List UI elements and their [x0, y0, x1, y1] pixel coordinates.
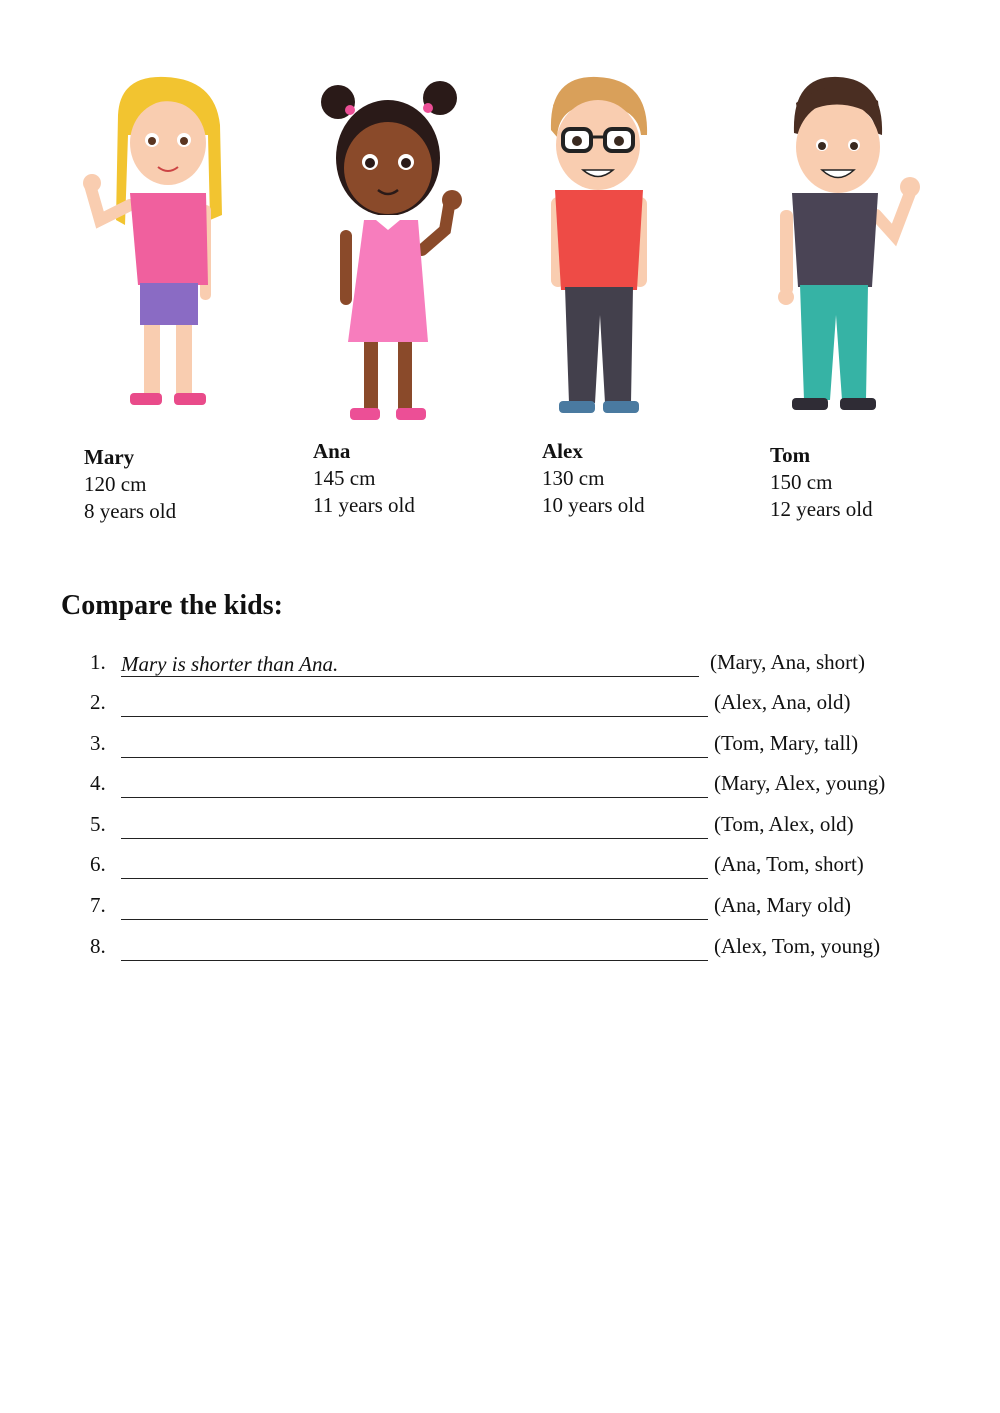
- exercise-item: [90, 812, 930, 848]
- exercise-item: [90, 771, 930, 807]
- ana-illustration: [310, 80, 470, 425]
- kid-name: Ana: [313, 439, 351, 463]
- answer-field[interactable]: [121, 773, 708, 798]
- exercise-item: [90, 690, 930, 726]
- kid-height: 130 cm: [542, 466, 605, 490]
- kid-card-alex: [542, 438, 645, 519]
- kid-height: 120 cm: [84, 472, 147, 496]
- exercise-hint: (Tom, Alex, old): [714, 812, 854, 836]
- exercise-number: 5.: [90, 812, 106, 836]
- exercise-hint: (Alex, Ana, old): [714, 690, 851, 714]
- answer-text: Mary is shorter than Ana.: [121, 652, 339, 676]
- section-heading: Compare the kids:: [61, 590, 283, 621]
- mary-illustration: [80, 75, 230, 415]
- answer-field[interactable]: [121, 814, 708, 839]
- answer-field[interactable]: [121, 854, 708, 879]
- exercise-item: [90, 934, 930, 970]
- kid-card-mary: [84, 444, 176, 525]
- exercise-hint: (Mary, Ana, short): [710, 650, 865, 674]
- kid-name: Alex: [542, 439, 583, 463]
- kid-age: 8 years old: [84, 499, 177, 523]
- kid-card-tom: [770, 442, 873, 523]
- exercise-hint: (Alex, Tom, young): [714, 934, 881, 958]
- exercise-hint: (Ana, Tom, short): [714, 852, 864, 876]
- tom-illustration: [772, 75, 922, 415]
- exercise-number: 2.: [90, 690, 106, 714]
- exercise-hint: (Ana, Mary old): [714, 893, 852, 917]
- exercise-number: 7.: [90, 893, 106, 917]
- exercise-item: [90, 893, 930, 929]
- answer-field[interactable]: [121, 652, 699, 677]
- kid-name: Mary: [84, 445, 135, 469]
- exercise-number: 1.: [90, 650, 106, 674]
- kid-age: 12 years old: [770, 497, 873, 521]
- exercise-number: 8.: [90, 934, 106, 958]
- exercise-number: 4.: [90, 771, 106, 795]
- exercise-item: [90, 650, 930, 686]
- answer-field[interactable]: [121, 936, 708, 961]
- answer-field[interactable]: [121, 692, 708, 717]
- kid-name: Tom: [770, 443, 811, 467]
- kid-height: 150 cm: [770, 470, 833, 494]
- kid-card-ana: [313, 438, 415, 519]
- alex-illustration: [545, 75, 655, 420]
- exercise-number: 3.: [90, 731, 106, 755]
- exercise-hint: (Tom, Mary, tall): [714, 731, 859, 755]
- answer-field[interactable]: [121, 895, 708, 920]
- exercise-item: [90, 852, 930, 888]
- kid-age: 11 years old: [313, 493, 415, 517]
- exercise-hint: (Mary, Alex, young): [714, 771, 886, 795]
- kid-age: 10 years old: [542, 493, 645, 517]
- exercise-item: [90, 731, 930, 767]
- exercise-number: 6.: [90, 852, 106, 876]
- kid-height: 145 cm: [313, 466, 376, 490]
- answer-field[interactable]: [121, 733, 708, 758]
